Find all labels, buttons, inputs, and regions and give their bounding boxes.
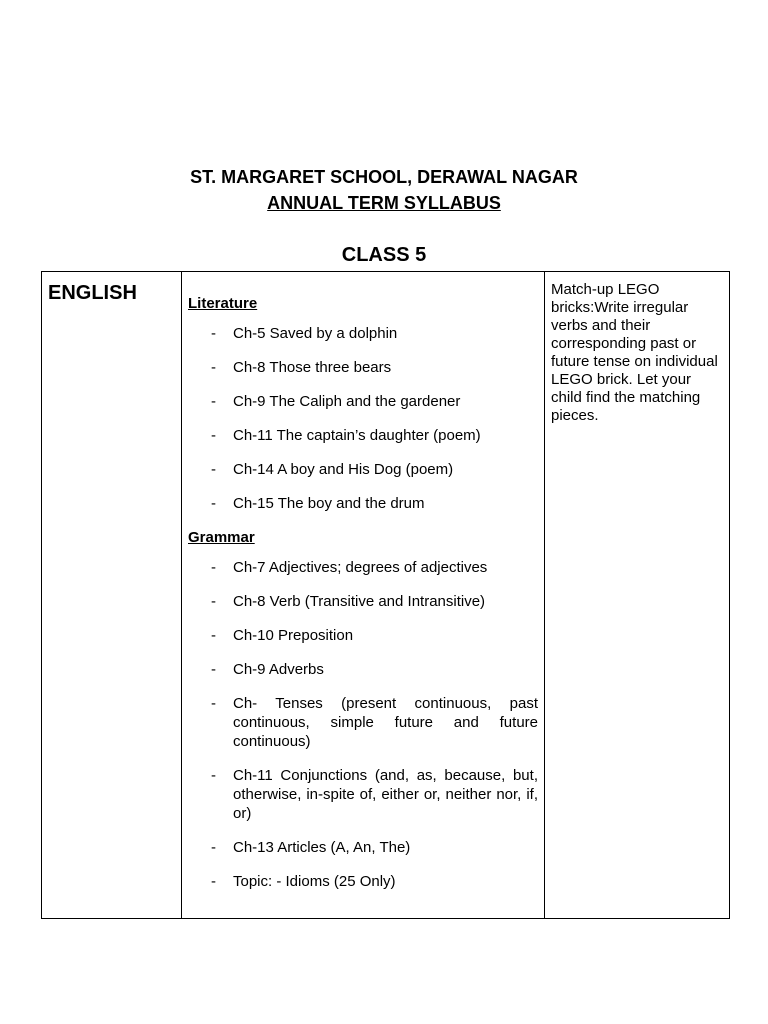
bullet-dash: - [211,495,216,512]
list-item: - Topic: - Idioms (25 Only) [211,873,396,890]
literature-heading: Literature [188,295,258,312]
grammar-heading: Grammar [188,529,255,546]
list-item: - Ch- Tenses (present continuous, past continuous, simple future and future continuous) [211,695,538,750]
literature-list [188,324,538,513]
school-name: ST. MARGARET SCHOOL, DERAWAL NAGAR [190,167,578,187]
bullet-dash: - [211,839,216,856]
grammar-list [188,558,538,891]
bullet-dash: - [211,767,216,784]
list-item: - Ch-14 A boy and His Dog (poem) [211,461,454,478]
class-title: CLASS 5 [341,244,427,266]
list-item: - Ch-10 Preposition [211,627,354,644]
syllabus-table [41,271,730,919]
list-item: - Ch-9 Adverbs [211,661,324,678]
bullet-dash: - [211,393,216,410]
activity-cell [545,272,730,919]
bullet-dash: - [211,559,216,576]
bullet-dash: - [211,627,216,644]
list-item: - Ch-5 Saved by a dolphin [211,325,398,342]
topics-cell [182,272,545,919]
list-item: - Ch-11 Conjunctions (and, as, because, but, otherwise, in-spite of, either or, neither nor, if, or) [211,767,538,822]
activity-text: Match-up LEGO bricks:Write irregular verbs and their corresponding past or future tense on individual LEGO brick. Let your child find the matching pieces. [551,281,718,424]
bullet-dash: - [211,359,216,376]
list-item: - Ch-11 The captain’s daughter (poem) [211,427,481,444]
bullet-dash: - [211,695,216,712]
bullet-dash: - [211,593,216,610]
bullet-dash: - [211,325,216,342]
table-row [42,272,730,919]
subject-cell [42,272,182,919]
list-item: - Ch-8 Those three bears [211,359,392,376]
bullet-dash: - [211,461,216,478]
bullet-dash: - [211,873,216,890]
list-item: - Ch-7 Adjectives; degrees of adjectives [211,559,488,576]
list-item: - Ch-9 The Caliph and the gardener [211,393,461,410]
list-item: - Ch-15 The boy and the drum [211,495,425,512]
subject-label: ENGLISH [48,282,137,304]
term-title: ANNUAL TERM SYLLABUS [267,193,501,213]
bullet-dash: - [211,427,216,444]
list-item: - Ch-13 Articles (A, An, The) [211,839,411,856]
bullet-dash: - [211,661,216,678]
list-item: - Ch-8 Verb (Transitive and Intransitive) [211,593,486,610]
